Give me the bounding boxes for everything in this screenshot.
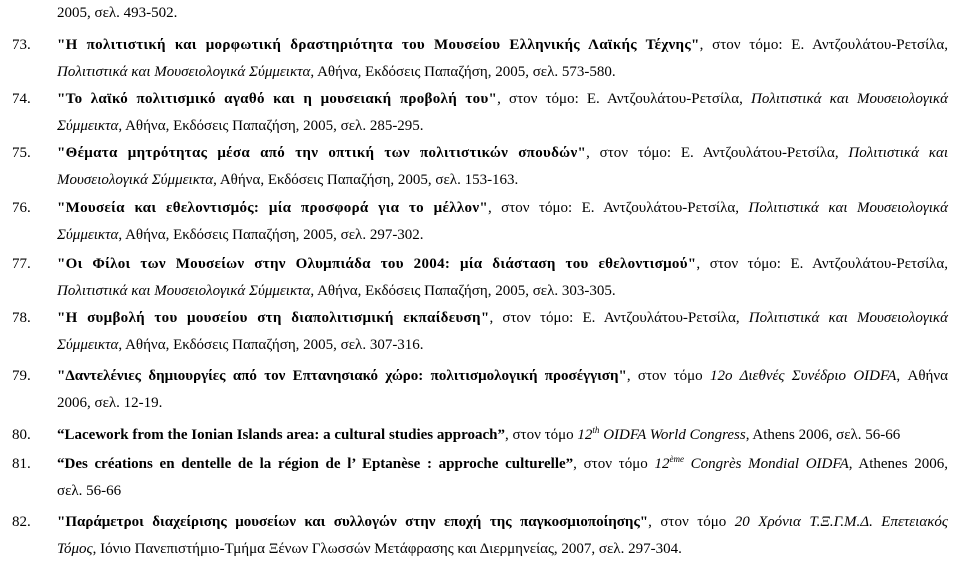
ref-title: “Des créations en dentelle de la région de l’ Eptanèse : approche culturelle” <box>57 456 574 472</box>
ref-book: Πολιτιστικά και Μουσειολογικά <box>751 91 948 107</box>
ref-title: "Οι Φίλοι των Μουσείων στην Ολυμπιάδα του 2004: μία διάσταση του εθελοντισμού" <box>57 256 697 272</box>
ref-book: Πολιτιστικά και Μουσειολογικά Σύμμεικτα <box>57 64 311 80</box>
ref-74-line1: 74. "Το λαϊκό πολιτισμικό αγαθό και η μουσειακή προβολή του", στον τόμο: Ε. Αντζουλάτου-Ρετσίλα, Πολιτιστικά και Μουσειολογικά <box>0 86 960 113</box>
ref-81-line2: σελ. 56-66 <box>57 483 122 499</box>
ref-number: 79. <box>12 368 31 384</box>
ref-73-line2: Πολιτιστικά και Μουσειολογικά Σύμμεικτα, Αθήνα, Εκδόσεις Παπαζήση, 2005, σελ. 573-580. <box>57 64 616 80</box>
ref-title: "Μουσεία και εθελοντισμός: μία προσφορά για το μέλλον" <box>57 200 488 216</box>
ref-82-line2: Τόμος, Ιόνιο Πανεπιστήμιο-Τμήμα Ξένων Γλωσσών Μετάφρασης και Διερμηνείας, 2007, σελ. 297-304. <box>57 541 682 557</box>
ref-79-line2: 2006, σελ. 12-19. <box>57 395 163 411</box>
ref-book: Πολιτιστικά και Μουσειολογικά Σύμμεικτα <box>57 283 311 299</box>
ref-title: "Το λαϊκό πολιτισμικό αγαθό και η μουσειακή προβολή του" <box>57 91 498 107</box>
ref-78-line1: 78. "Η συμβολή του μουσείου στη διαπολιτισμική εκπαίδευση", στον τόμο: Ε. Αντζουλάτου-Ρετσίλα, Πολιτιστικά και Μουσειολογικά <box>0 305 960 332</box>
ref-title: "Η συμβολή του μουσείου στη διαπολιτισμική εκπαίδευση" <box>57 310 490 326</box>
ref-78-line2: Σύμμεικτα, Αθήνα, Εκδόσεις Παπαζήση, 2005, σελ. 307-316. <box>57 337 424 353</box>
ref-number: 80. <box>12 427 31 443</box>
ref-title: "Δαντελένιες δημιουργίες από τον Επτανησιακό χώρο: πολιτισμολογική προσέγγιση" <box>57 368 627 384</box>
ref-book: Πολιτιστικά και Μουσειολογικά <box>748 200 948 216</box>
ref-77-line1: 77. "Οι Φίλοι των Μουσείων στην Ολυμπιάδα του 2004: μία διάσταση του εθελοντισμού", στον τόμο: Ε. Αντζουλάτου-Ρετσίλα, <box>0 251 960 278</box>
ref-title: "Η πολιτιστική και μορφωτική δραστηριότητα του Μουσείου Ελληνικής Λαϊκής Τέχνης" <box>57 37 700 53</box>
ref-number: 74. <box>12 91 31 107</box>
ref-book: 12ο Διεθνές Συνέδριο OIDFA <box>710 368 897 384</box>
ref-number: 78. <box>12 310 31 326</box>
ref-title: "Παράμετροι διαχείρισης μουσείων και συλλογών στην εποχή της παγκοσμιοποίησης" <box>57 514 649 530</box>
ref-76-line2: Σύμμεικτα, Αθήνα, Εκδόσεις Παπαζήση, 2005, σελ. 297-302. <box>57 227 424 243</box>
ref-book: 20 Χρόνια Τ.Ξ.Γ.Μ.Δ. Επετειακός <box>734 514 949 530</box>
ref-82-line1: 82. "Παράμετροι διαχείρισης μουσείων και συλλογών στην εποχή της παγκοσμιοποίησης", στον τόμο 20 Χρόνια Τ.Ξ.Γ.Μ.Δ. Επετειακός <box>0 509 960 536</box>
ref-72-continuation: 2005, σελ. 493-502. <box>57 5 178 21</box>
ref-73-line1: 73. "Η πολιτιστική και μορφωτική δραστηριότητα του Μουσείου Ελληνικής Λαϊκής Τέχνης", στον τόμο: Ε. Αντζουλάτου-Ρετσίλα, <box>0 32 960 59</box>
ref-81-line1: 81. “Des créations en dentelle de la région de l’ Eptanèse : approche culturelle”, στον τόμο 12ème Congrès Mondial OIDFA, Athenes 2006, <box>0 451 960 478</box>
ref-book: Πολιτιστικά και Μουσειολογικά <box>748 310 948 326</box>
ref-number: 77. <box>12 256 31 272</box>
ref-title: “Lacework from the Ionian Islands area: a cultural studies approach” <box>57 427 505 443</box>
ref-75-line1: 75. "Θέματα μητρότητας μέσα από την οπτική των πολιτιστικών σπουδών", στον τόμο: Ε. Αντζουλάτου-Ρετσίλα, Πολιτιστικά και <box>0 140 960 167</box>
ref-77-line2: Πολιτιστικά και Μουσειολογικά Σύμμεικτα, Αθήνα, Εκδόσεις Παπαζήση, 2005, σελ. 303-305. <box>57 283 616 299</box>
ref-book: Πολιτιστικά και <box>848 145 948 161</box>
ref-80-line1: 80. “Lacework from the Ionian Islands area: a cultural studies approach”, στον τόμο 12th OIDFA World Congress, Athens 2006, σελ. 56-66 <box>0 422 960 449</box>
ref-74-line2: Σύμμεικτα, Αθήνα, Εκδόσεις Παπαζήση, 2005, σελ. 285-295. <box>57 118 424 134</box>
ref-book: 12th OIDFA World Congress <box>577 425 746 443</box>
ref-number: 82. <box>12 514 31 530</box>
ref-number: 73. <box>12 37 31 53</box>
ref-79-line1: 79. "Δαντελένιες δημιουργίες από τον Επτανησιακό χώρο: πολιτισμολογική προσέγγιση", στον τόμο 12ο Διεθνές Συνέδριο OIDFA, Αθήνα <box>0 363 960 390</box>
ref-75-line2: Μουσειολογικά Σύμμεικτα, Αθήνα, Εκδόσεις Παπαζήση, 2005, σελ. 153-163. <box>57 172 519 188</box>
ref-76-line1: 76. "Μουσεία και εθελοντισμός: μία προσφορά για το μέλλον", στον τόμο: Ε. Αντζουλάτου-Ρετσίλα, Πολιτιστικά και Μουσειολογικά <box>0 195 960 222</box>
ref-number: 81. <box>12 456 31 472</box>
ref-number: 75. <box>12 145 31 161</box>
ref-title: "Θέματα μητρότητας μέσα από την οπτική των πολιτιστικών σπουδών" <box>57 145 587 161</box>
ref-number: 76. <box>12 200 31 216</box>
ref-book: 12ème Congrès Mondial OIDFA <box>654 454 849 472</box>
